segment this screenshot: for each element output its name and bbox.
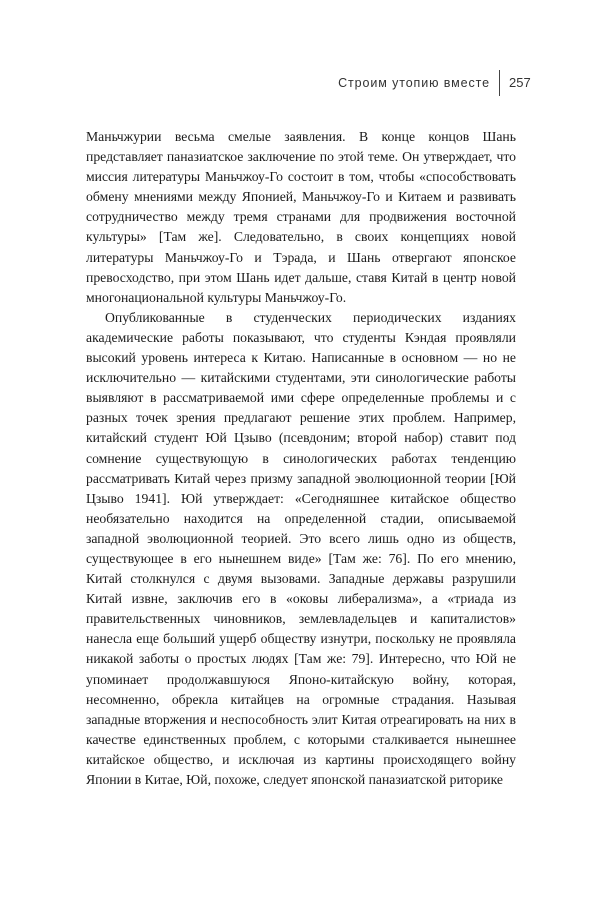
header-divider — [499, 70, 500, 96]
body-text — [86, 127, 516, 790]
page-number: 257 — [509, 75, 531, 90]
running-title: Строим утопию вместе — [338, 76, 490, 90]
running-header — [0, 70, 600, 100]
paragraph: Опубликованные в студенческих периодических изданиях академические работы показывают, что студенты Кэндая проявляли высокий уровень интереса к Китаю. Написанные в основном — но не исключительно — китайскими студентами, эти синологические работы выявляют в рассматриваемой ими сфере определенные проблемы и с разных точек зрения предлагают решение этих проблем. Например, китайский студент Юй Цзыво (псевдоним; второй набор) ставит под сомнение существующую в синологических работах тенденцию рассматривать Китай через призму западной эволюционной теории [Юй Цзыво 1941]. Юй утверждает: «Сегодняшнее китайское общество необязательно находится на определенной стадии, описываемой западной эволюционной теорией. Это всего лишь одно из обществ, существующее в его нынешнем виде» [Там же: 76]. По его мнению, Китай столкнулся с двумя вызовами. Западные державы разрушили Китай извне, заключив его в «оковы либерализма», а «триада из правительственных чиновников, землевладельцев и капиталистов» нанесла еще больший ущерб обществу изнутри, поскольку не проявляла никакой заботы о простых людях [Там же: 79]. Интересно, что Юй не упоминает продолжавшуюся Японо-китайскую войну, которая, несомненно, обрекла китайцев на огромные страдания. Называя западные вторжения и неспособность элит Китая отреагировать на них в качестве единственных проблем, с которыми сталкивается нынешнее китайское общество, и исключая из картины происходящего войну Японии в Китае, Юй, похоже, следует японской паназиатской риторике — [86, 309, 516, 787]
paragraph-continuation: Маньчжурии весьма смелые заявления. В конце концов Шань представляет паназиатское заключение по этой теме. Он утверждает, что миссия литературы Маньчжоу-Го состоит в том, чтобы «способствовать обмену мнениями между Японией, Маньчжоу-Го и Китаем и развивать сотрудничество между тремя странами для продвижения восточной культуры» [Там же]. Следовательно, в своих концепциях новой литературы Маньчжоу-Го и Тэрада, и Шань отвергают японское превосходство, при этом Шань идет дальше, ставя Китай в центр новой многонациональной культуры Маньчжоу-Го. — [86, 129, 516, 305]
